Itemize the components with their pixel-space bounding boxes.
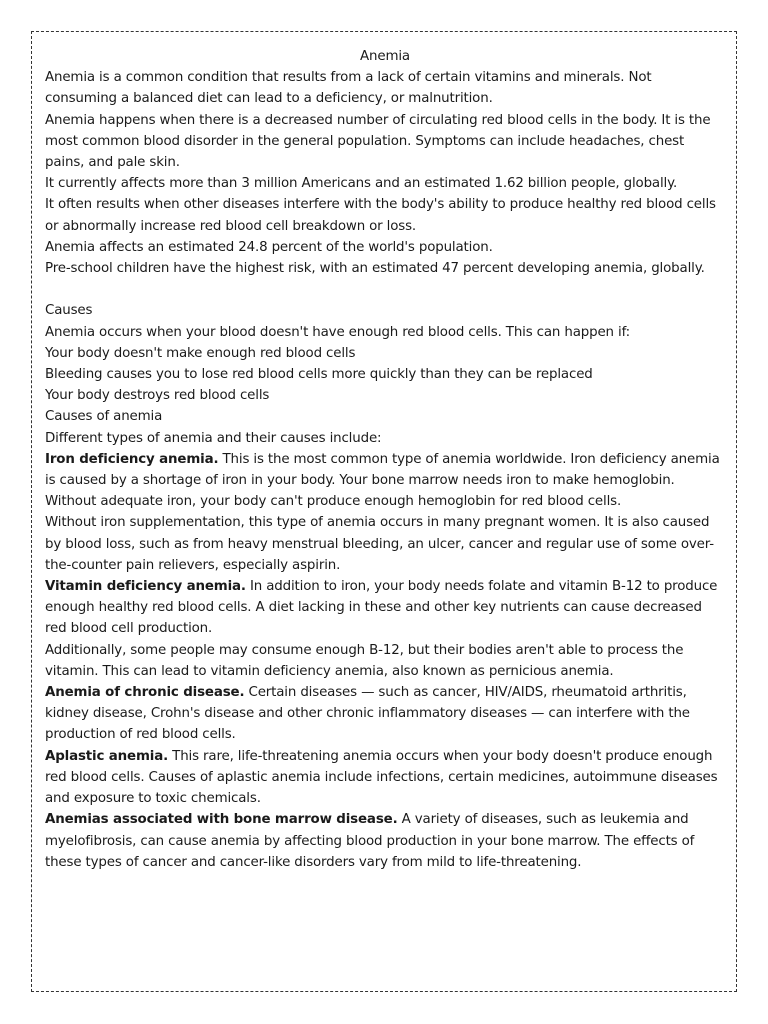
vitamin-deficiency-followup: Additionally, some people may consume enough B-12, but their bodies aren't able to process the vitamin. This can lead to vitamin deficiency anemia, also known as pernicious anemia. xyxy=(45,642,684,679)
blank-line xyxy=(45,279,725,300)
causes-line: Your body destroys red blood cells xyxy=(45,388,270,404)
document-title: Anemia xyxy=(360,49,410,64)
causes-line: Bleeding causes you to lose red blood cells more quickly than they can be replaced xyxy=(45,367,593,383)
chronic-disease-text: Certain diseases — such as cancer, HIV/AIDS, rheumatoid arthritis, kidney disease, Crohn's disease and other chronic inflammatory diseases — can interfere with the production of red blood cells. xyxy=(45,685,690,743)
aplastic-anemia-term: Aplastic anemia. xyxy=(45,748,169,764)
bone-marrow-paragraph xyxy=(45,809,725,873)
vitamin-deficiency-term: Vitamin deficiency anemia. xyxy=(45,579,246,595)
intro-paragraph: It often results when other diseases interfere with the body's ability to produce healthy red blood cells or abnormally increase red blood cell breakdown or loss. xyxy=(45,197,716,234)
intro-paragraph: Anemia happens when there is a decreased number of circulating red blood cells in the body. It is the most common blood disorder in the general population. Symptoms can include headaches, chest pains, and pale skin. xyxy=(45,112,711,171)
chronic-disease-paragraph xyxy=(45,682,725,746)
aplastic-anemia-text: This rare, life-threatening anemia occurs when your body doesn't produce enough red blood cells. Causes of aplastic anemia include infections, certain medicines, autoimmune diseases and exposure to toxic chemicals. xyxy=(45,748,718,807)
bone-marrow-text: A variety of diseases, such as leukemia and myelofibrosis, can cause anemia by affecting blood production in your bone marrow. The effects of these types of cancer and cancer-like disorders vary from mild to life-threatening. xyxy=(45,812,695,870)
causes-heading: Causes xyxy=(45,303,93,319)
iron-deficiency-followup: Without iron supplementation, this type of anemia occurs in many pregnant women. It is also caused by blood loss, such as from heavy menstrual bleeding, an ulcer, cancer and regular use of some over-the-counter pain relievers, especially aspirin. xyxy=(45,515,714,573)
intro-paragraph: Pre-school children have the highest risk, with an estimated 47 percent developing anemia, globally. xyxy=(45,261,705,277)
vitamin-deficiency-paragraph xyxy=(45,576,725,640)
iron-deficiency-term: Iron deficiency anemia. xyxy=(45,451,219,467)
causes-line: Your body doesn't make enough red blood cells xyxy=(45,345,356,361)
causes-line: Anemia occurs when your blood doesn't have enough red blood cells. This can happen if: xyxy=(45,324,631,340)
causes-line: Causes of anemia xyxy=(45,409,163,425)
bone-marrow-term: Anemias associated with bone marrow disease. xyxy=(45,812,398,828)
intro-paragraph: Anemia affects an estimated 24.8 percent of the world's population. xyxy=(45,239,493,255)
aplastic-anemia-paragraph xyxy=(45,746,725,810)
vitamin-deficiency-text: In addition to iron, your body needs folate and vitamin B-12 to produce enough healthy red blood cells. A diet lacking in these and other key nutrients can cause decreased red blood cell production. xyxy=(45,579,718,637)
intro-paragraph: It currently affects more than 3 million Americans and an estimated 1.62 billion people, globally. xyxy=(45,176,678,192)
iron-deficiency-text: This is the most common type of anemia worldwide. Iron deficiency anemia is caused by a shortage of iron in your body. Your bone marrow needs iron to make hemoglobin. Without adequate iron, your body can't produce enough hemoglobin for red blood cells. xyxy=(45,451,720,510)
chronic-disease-term: Anemia of chronic disease. xyxy=(45,685,245,701)
causes-line: Different types of anemia and their causes include: xyxy=(45,430,382,446)
document-body xyxy=(45,46,725,873)
iron-deficiency-paragraph xyxy=(45,449,725,513)
intro-paragraph: Anemia is a common condition that results from a lack of certain vitamins and minerals. Not consuming a balanced diet can lead to a deficiency, or malnutrition. xyxy=(45,70,652,107)
